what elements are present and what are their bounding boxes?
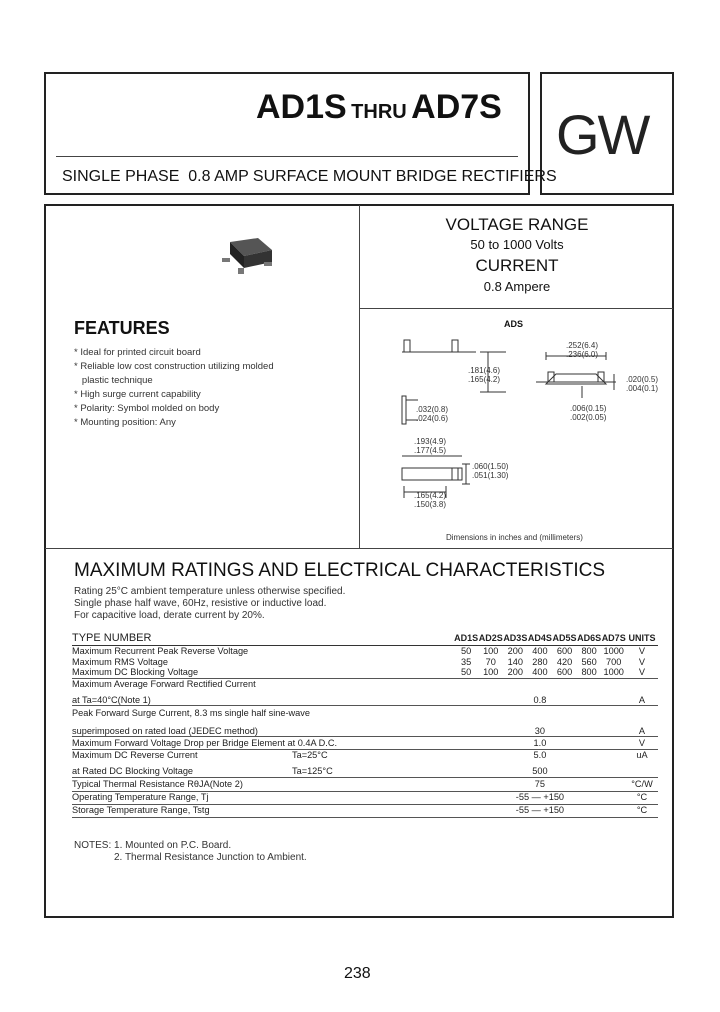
row-param [72, 761, 454, 778]
row-param: Maximum Forward Voltage Drop per Bridge Element at 0.4A D.C. [72, 737, 454, 750]
dim-165a: .165(4.2) [468, 375, 501, 384]
cell: 200 [507, 646, 523, 656]
cell: 70 [485, 656, 496, 667]
dim-193: .193(4.9) [414, 437, 447, 446]
current-label: CURRENT [475, 256, 559, 275]
package-image [218, 236, 280, 276]
ir-cond-25: Ta=25°C [292, 750, 328, 760]
table-row [72, 678, 658, 689]
dim-236: .236(6.0) [566, 350, 599, 359]
table-row [72, 777, 658, 791]
cell: 500 [454, 761, 626, 778]
col-ad6s: AD6S [577, 631, 602, 646]
cell: 800 [577, 667, 602, 678]
col-ad4s: AD4S [528, 631, 553, 646]
col-ad3s: AD3S [503, 631, 528, 646]
cell: 420 [556, 656, 573, 667]
dim-252: .252(6.4) [566, 341, 599, 350]
package-label: ADS [504, 319, 524, 329]
table-row [72, 720, 658, 737]
row-param: superimposed on rated load (JEDEC method) [72, 720, 454, 737]
cell: 0.8 [454, 689, 626, 706]
row-param: at Ta=40°C(Note 1) [72, 689, 454, 706]
col-type: TYPE NUMBER [72, 631, 454, 646]
features-list [74, 346, 274, 430]
cell: 5.0 [533, 750, 547, 760]
dim-002: .002(0.05) [570, 413, 607, 422]
cell: 100 [478, 667, 503, 678]
table-row [72, 791, 658, 804]
cell-unit [626, 761, 658, 778]
cell: 140 [507, 656, 523, 667]
cell: 200 [503, 667, 528, 678]
footnote-2: 2. Thermal Resistance Junction to Ambient. [114, 852, 307, 863]
page-number: 238 [344, 965, 371, 982]
footnote-1: NOTES: 1. Mounted on P.C. Board. [74, 840, 232, 851]
rating-note: For capacitive load, derate current by 20%. [74, 610, 265, 621]
rating-notes [74, 586, 345, 622]
col-ad5s: AD5S [552, 631, 577, 646]
cell: 75 [454, 777, 626, 791]
feature-item: * Reliable low cost construction utilizing molded [74, 361, 274, 372]
row-param: Operating Temperature Range, Tj [72, 791, 454, 804]
dimension-diagram [396, 336, 646, 516]
voltage-range-value: 50 to 1000 Volts [470, 237, 564, 252]
cell: 600 [552, 667, 577, 678]
cell-unit: °C [626, 791, 658, 804]
diagram-caption: Dimensions in inches and (millimeters) [446, 533, 583, 542]
dim-165b: .165(4.2) [414, 491, 447, 500]
feature-item: plastic technique [74, 375, 153, 386]
dim-032: .032(0.8) [416, 405, 449, 414]
table-row [72, 737, 658, 750]
cell-unit: V [638, 656, 646, 667]
cell: -55 — +150 [454, 804, 626, 817]
col-ad1s: AD1S [454, 631, 479, 646]
dim-181: .181(4.6) [468, 366, 501, 375]
table-row [72, 804, 658, 817]
section-divider [45, 548, 673, 549]
ir-label-2: at Rated DC Blocking Voltage [72, 766, 194, 776]
row-param: Maximum RMS Voltage [72, 656, 168, 667]
features-heading: FEATURES [74, 318, 170, 338]
table-row [72, 689, 658, 706]
feature-item: * Ideal for printed circuit board [74, 347, 201, 358]
dim-051: .051(1.30) [472, 471, 509, 480]
spec-table [72, 631, 658, 818]
cell: 800 [581, 646, 597, 656]
table-header [72, 631, 658, 646]
cell-unit: °C [626, 804, 658, 817]
cell: 100 [483, 646, 499, 656]
dim-060: .060(1.50) [472, 462, 509, 471]
dim-177: .177(4.5) [414, 446, 447, 455]
range-divider [360, 308, 673, 309]
part-to: AD7S [411, 88, 502, 126]
col-ad2s: AD2S [478, 631, 503, 646]
ir-label: Maximum DC Reverse Current [72, 750, 198, 760]
cell: 400 [528, 667, 553, 678]
cell: 50 [461, 646, 472, 656]
thru-text: THRU [351, 101, 407, 123]
current-value: 0.8 Ampere [483, 279, 551, 294]
footnotes [74, 840, 307, 864]
row-param: Maximum Average Forward Rectified Current [72, 678, 256, 689]
col-units: UNITS [626, 631, 658, 646]
row-param: Storage Temperature Range, Tstg [72, 804, 454, 817]
dim-150: .150(3.8) [414, 500, 447, 509]
dim-006: .006(0.15) [570, 404, 607, 413]
title-divider [56, 156, 518, 157]
table-row [72, 667, 658, 678]
cell-unit: uA [636, 750, 648, 760]
cell: 1000 [603, 646, 624, 656]
cell: 30 [454, 720, 626, 737]
cell-unit: A [626, 720, 658, 737]
cell: 700 [606, 656, 622, 667]
cell-unit: V [626, 737, 658, 750]
dim-024: .024(0.6) [416, 414, 449, 423]
cell: 600 [556, 646, 573, 656]
dim-004: .004(0.1) [626, 384, 659, 393]
row-param: Peak Forward Surge Current, 8.3 ms single half sine-wave [72, 707, 310, 718]
cell-unit: A [626, 689, 658, 706]
part-from: AD1S [256, 88, 347, 126]
cell: 50 [454, 667, 479, 678]
table-row [72, 750, 658, 761]
rating-note: Rating 25°C ambient temperature unless otherwise specified. [74, 586, 346, 597]
cell-unit: V [638, 646, 646, 656]
cell: 1.0 [454, 737, 626, 750]
col-ad7s: AD7S [601, 631, 626, 646]
cell-unit: °C/W [626, 777, 658, 791]
dim-020: .020(0.5) [626, 375, 659, 384]
gw-logo: GW [556, 103, 649, 166]
cell: -55 — +150 [454, 791, 626, 804]
cell: 560 [581, 656, 597, 667]
part-title [256, 88, 502, 127]
row-param: Maximum Recurrent Peak Reverse Voltage [72, 646, 249, 656]
subtitle: SINGLE PHASE 0.8 AMP SURFACE MOUNT BRIDGE RECTIFIERS [62, 168, 557, 185]
voltage-range-label: VOLTAGE RANGE [445, 215, 589, 234]
row-param: Maximum DC Blocking Voltage [72, 667, 454, 678]
table-row [72, 761, 658, 778]
table-row [72, 646, 658, 657]
feature-item: * Mounting position: Any [74, 417, 176, 428]
cell: 400 [532, 646, 548, 656]
cell: 280 [532, 656, 548, 667]
cell: 1000 [601, 667, 626, 678]
row-param [72, 750, 454, 761]
row-param: Typical Thermal Resistance RθJA(Note 2) [72, 777, 454, 791]
section-heading: MAXIMUM RATINGS AND ELECTRICAL CHARACTERISTICS [74, 560, 606, 581]
table-row [72, 706, 658, 721]
feature-item: * High surge current capability [74, 389, 201, 400]
rating-note: Single phase half wave, 60Hz, resistive or inductive load. [74, 598, 327, 609]
feature-item: * Polarity: Symbol molded on body [74, 403, 220, 414]
table-row [72, 657, 658, 668]
cell: 35 [461, 656, 472, 667]
cell-unit: V [626, 667, 658, 678]
ir-cond-125: Ta=125°C [292, 766, 333, 776]
